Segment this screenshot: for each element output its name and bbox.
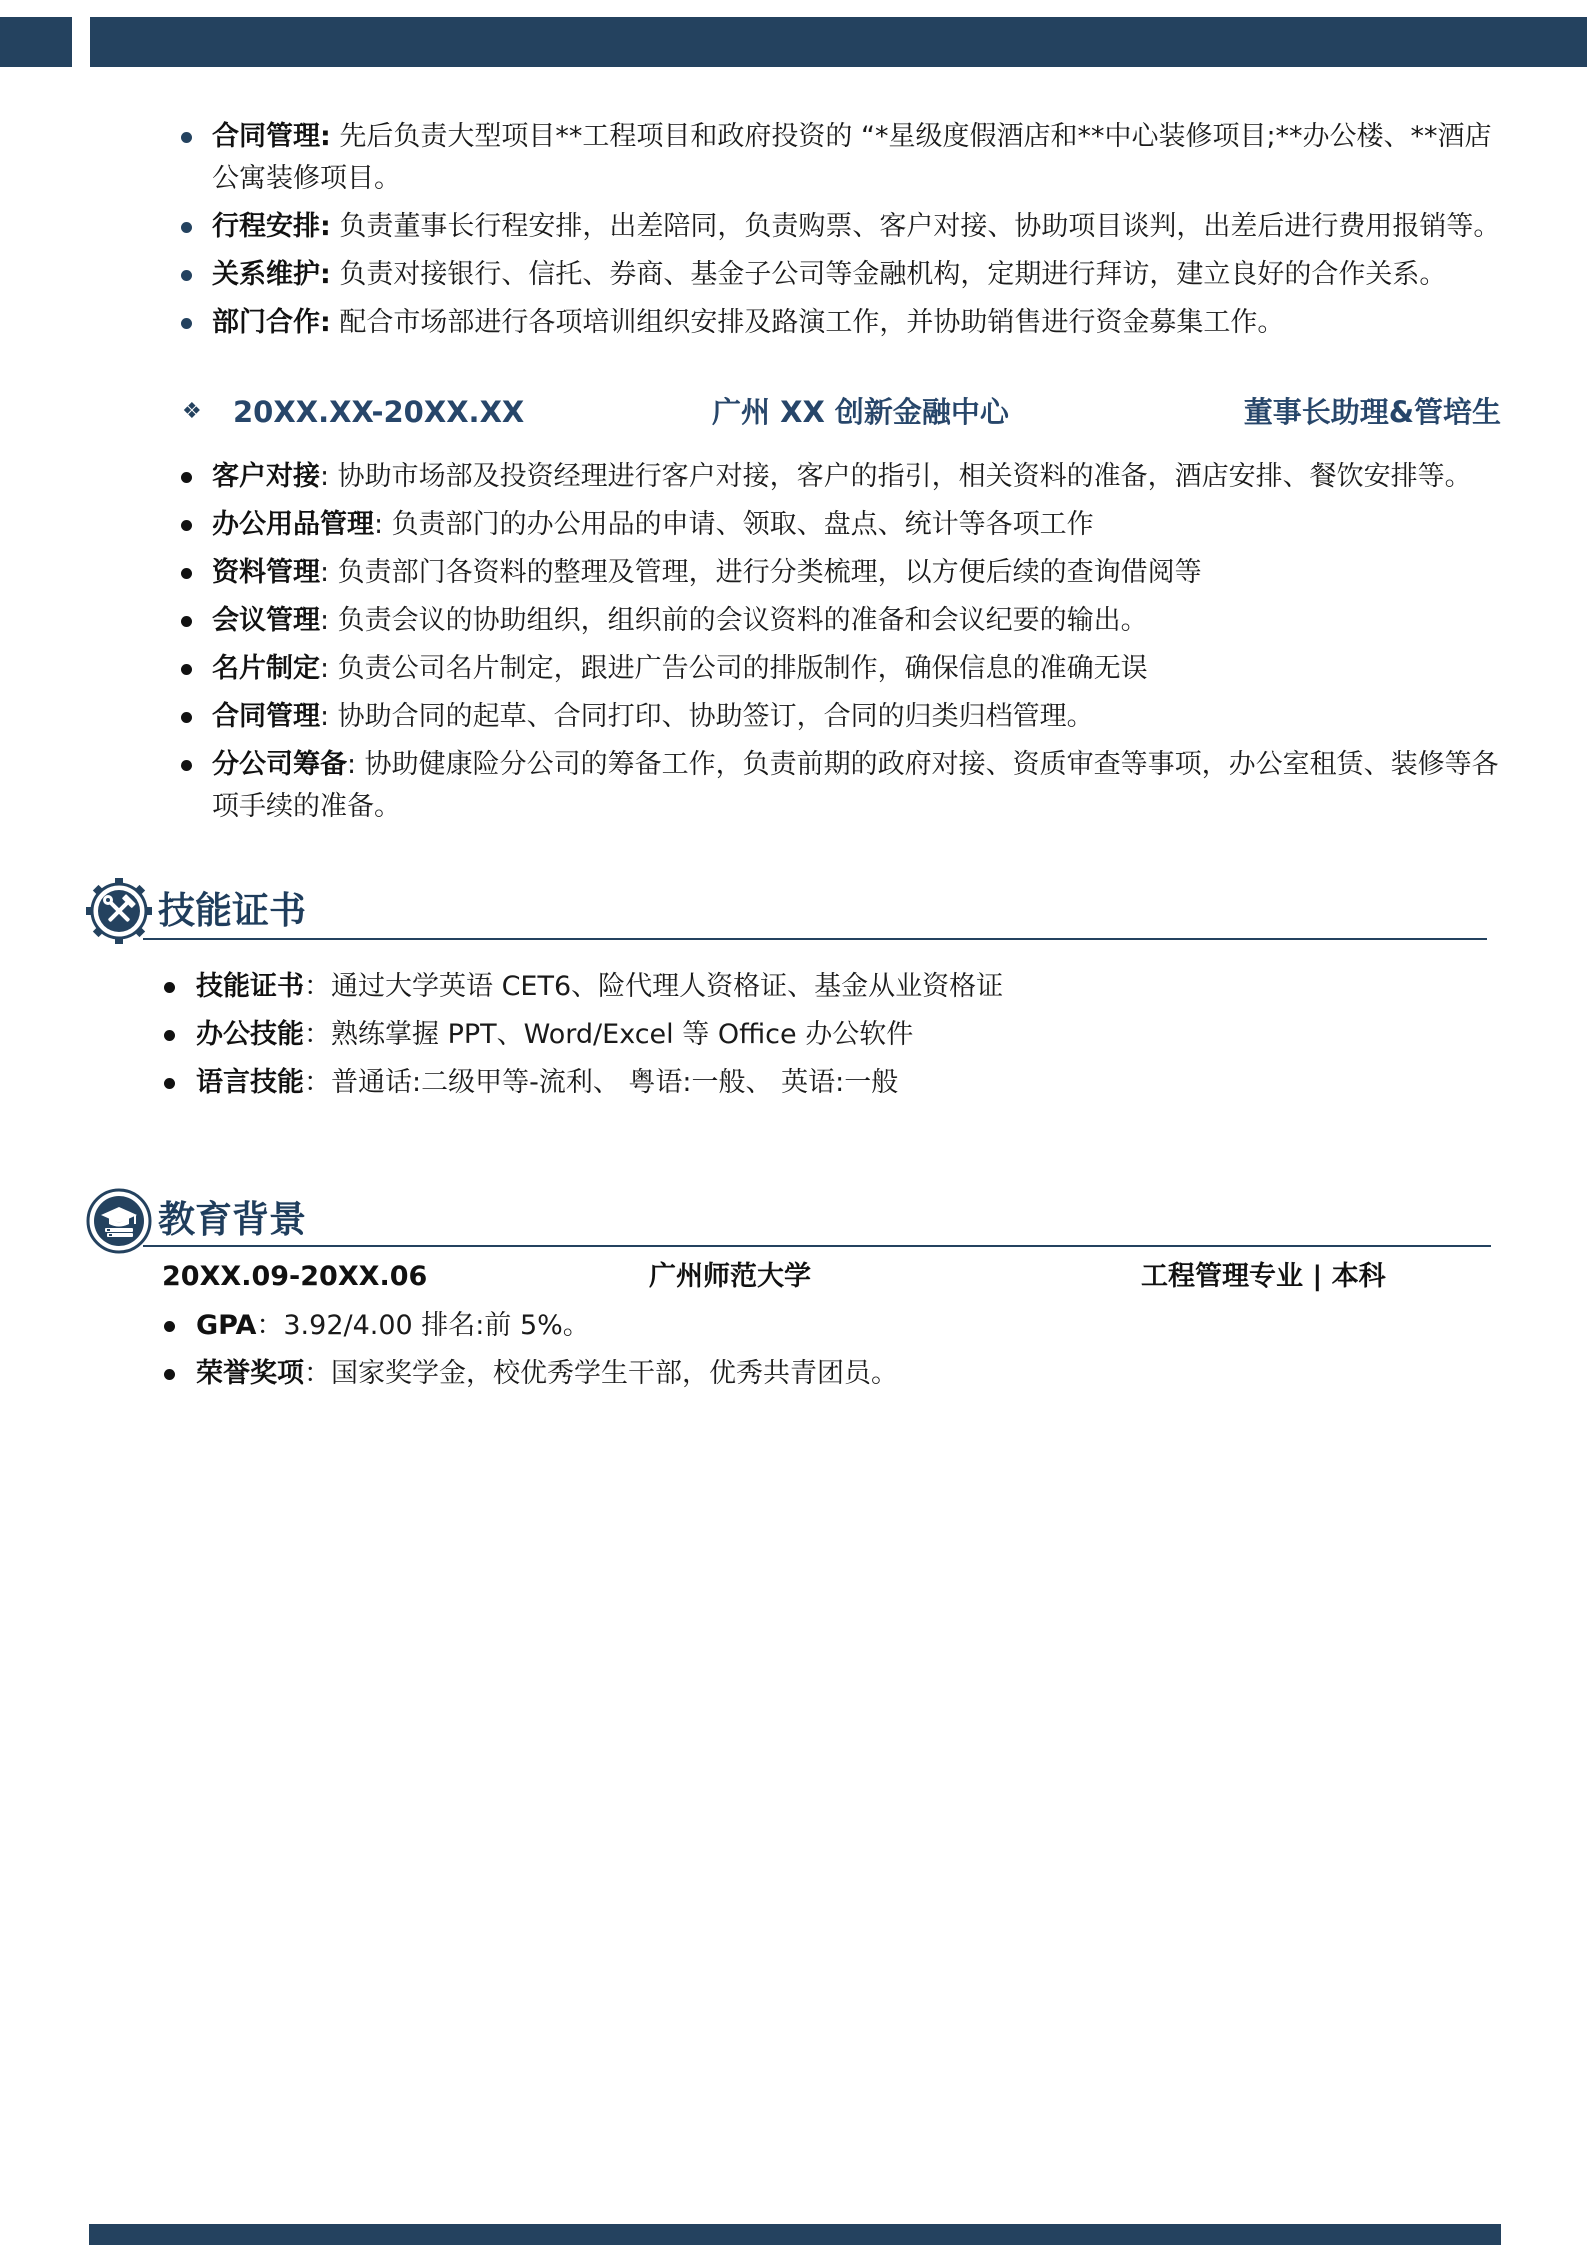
job-position: 董事长助理&管培生: [1243, 395, 1501, 429]
item-text: ：普通话:二级甲等-流利、 粤语:一般、 英语:一般: [304, 1067, 899, 1098]
item-text: : 协助健康险分公司的筹备工作，负责前期的政府对接、资质审查等事项，办公室租赁、装修等各项手续的准备。: [212, 749, 1499, 822]
item-text: : 负责会议的协助组织，组织前的会议资料的准备和会议纪要的输出。: [320, 605, 1148, 636]
list-item: [181, 302, 1502, 344]
item-label: 分公司筹备: [212, 749, 347, 780]
list-item: [181, 206, 1502, 248]
list-item: [181, 116, 1502, 200]
list-item: [181, 648, 1502, 690]
item-label: 会议管理: [212, 605, 320, 636]
education-list: [164, 1305, 1500, 1401]
bullet-icon: [181, 520, 192, 531]
section-title-skills: 技能证书: [158, 889, 306, 932]
item-text: ：熟练掌握 PPT、Word/Excel 等 Office 办公软件: [304, 1019, 914, 1050]
item-label: 客户对接: [212, 461, 320, 492]
bullet-icon: [181, 760, 192, 771]
section-divider: [143, 1245, 1491, 1247]
item-label: 办公用品管理: [212, 509, 374, 540]
bullet-icon: [164, 1321, 175, 1332]
job-company: 广州 XX 创新金融中心: [712, 395, 1009, 429]
item-text: : 负责部门的办公用品的申请、领取、盘点、统计等各项工作: [374, 509, 1094, 540]
tools-gear-icon: [85, 877, 153, 945]
item-label: 办公技能: [196, 1019, 304, 1050]
item-text: 负责对接银行、信托、券商、基金子公司等金融机构，定期进行拜访，建立良好的合作关系。: [330, 259, 1447, 290]
bullet-icon: [181, 616, 192, 627]
item-label: GPA: [196, 1310, 257, 1341]
item-label: 合同管理:: [212, 121, 331, 152]
bullet-icon: [181, 712, 192, 723]
item-text: ：通过大学英语 CET6、险代理人资格证、基金从业资格证: [304, 971, 1004, 1002]
list-item: [181, 744, 1502, 828]
item-text: : 协助市场部及投资经理进行客户对接，客户的指引，相关资料的准备，酒店安排、餐饮安排等。: [320, 461, 1472, 492]
bullet-icon: [164, 1078, 175, 1089]
item-label: 语言技能: [196, 1067, 304, 1098]
list-item: [164, 1062, 1500, 1104]
bullet-icon: [181, 222, 192, 233]
bullet-icon: [181, 664, 192, 675]
list-item: [164, 1353, 1500, 1395]
list-item: [181, 254, 1502, 296]
bullet-icon: [164, 1030, 175, 1041]
list-item: [181, 456, 1502, 498]
section-divider: [143, 938, 1487, 940]
bullet-icon: [181, 318, 192, 329]
list-item: [181, 552, 1502, 594]
item-label: 部门合作:: [212, 307, 331, 338]
item-label: 荣誉奖项: [196, 1358, 304, 1389]
list-item: [164, 966, 1500, 1008]
item-label: 关系维护:: [212, 259, 331, 290]
item-text: : 负责部门各资料的整理及管理，进行分类梳理，以方便后续的查询借阅等: [320, 557, 1202, 588]
bullet-icon: [181, 472, 192, 483]
section-title-education: 教育背景: [158, 1198, 306, 1241]
bullet-icon: [181, 568, 192, 579]
list-item: [164, 1305, 1500, 1347]
education-major: 工程管理专业 | 本科: [1141, 1261, 1386, 1292]
education-date: 20XX.09-20XX.06: [162, 1261, 428, 1292]
item-label: 名片制定: [212, 653, 320, 684]
work-duties-list-previous: [181, 116, 1502, 350]
bullet-icon: [181, 270, 192, 281]
education-school: 广州师范大学: [649, 1261, 811, 1292]
item-label: 资料管理: [212, 557, 320, 588]
item-text: 负责董事长行程安排，出差陪同，负责购票、客户对接、协助项目谈判，出差后进行费用报销等。: [330, 211, 1501, 242]
item-text: ：国家奖学金，校优秀学生干部，优秀共青团员。: [304, 1358, 898, 1389]
diamond-bullet-icon: ❖: [182, 399, 202, 424]
list-item: [181, 696, 1502, 738]
list-item: [181, 600, 1502, 642]
item-label: 合同管理: [212, 701, 320, 732]
bullet-icon: [164, 982, 175, 993]
job-date: 20XX.XX-20XX.XX: [233, 395, 525, 429]
bullet-icon: [164, 1369, 175, 1380]
header-bar-right: [90, 17, 1587, 67]
job-entry-header: [0, 391, 1587, 433]
item-text: ：3.92/4.00 排名:前 5%。: [256, 1310, 590, 1341]
item-text: 先后负责大型项目**工程项目和政府投资的 “*星级度假酒店和**中心装修项目;**办公楼、**酒店公寓装修项目。: [212, 121, 1492, 194]
education-entry-header: [0, 1256, 1587, 1298]
bullet-icon: [181, 132, 192, 143]
item-label: 行程安排:: [212, 211, 331, 242]
item-text: 配合市场部进行各项培训组织安排及路演工作，并协助销售进行资金募集工作。: [330, 307, 1285, 338]
footer-bar: [89, 2224, 1501, 2245]
item-text: : 协助合同的起草、合同打印、协助签订，合同的归类归档管理。: [320, 701, 1094, 732]
item-text: : 负责公司名片制定，跟进广告公司的排版制作，确保信息的准确无误: [320, 653, 1148, 684]
list-item: [181, 504, 1502, 546]
header-bar-left: [0, 17, 72, 67]
item-label: 技能证书: [196, 971, 304, 1002]
work-duties-list-current: [181, 456, 1502, 834]
list-item: [164, 1014, 1500, 1056]
skills-list: [164, 966, 1500, 1110]
